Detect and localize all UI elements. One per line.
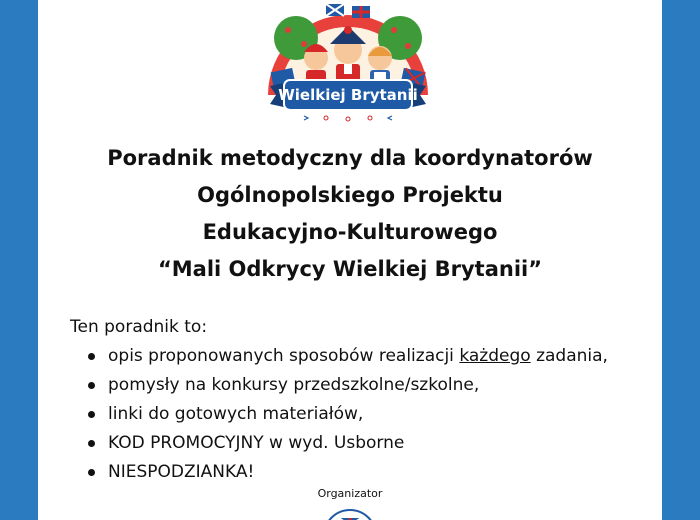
organizer-logo (320, 506, 380, 520)
title-line: Ogólnopolskiego Projektu (197, 183, 503, 207)
list-item (86, 371, 608, 400)
list-item (86, 429, 608, 458)
list-item-text: NIESPODZIANKA! (108, 462, 255, 482)
title-line: Poradnik metodyczny dla koordynatorów (107, 146, 593, 170)
list-item-text: zadania, (530, 346, 608, 366)
list-item (86, 458, 608, 487)
bullet-icon (88, 411, 95, 418)
bullet-icon (88, 353, 95, 360)
bullet-icon (88, 469, 95, 476)
list-item-text: linki do gotowych materiałów, (108, 404, 364, 424)
list-item (86, 400, 608, 429)
logo-banner-text: Wielkiej Brytanii (278, 86, 418, 104)
list-item-text: opis proponowanych sposobów realizacji (108, 346, 460, 366)
project-logo (248, 0, 448, 130)
bullet-icon (88, 440, 95, 447)
document-title (38, 140, 662, 288)
title-line: Edukacyjno-Kulturowego (202, 220, 498, 244)
title-line: “Mali Odkrycy Wielkiej Brytanii” (157, 257, 543, 281)
list-item-text: KOD PROMOCYJNY w wyd. Usborne (108, 433, 405, 453)
intro-text: Ten poradnik to: (70, 317, 208, 337)
list-item-text: pomysły na konkursy przedszkolne/szkolne, (108, 375, 480, 395)
organizer-label: Organizator (317, 487, 383, 500)
document-sheet (38, 0, 662, 520)
underlined-word: każdego (459, 346, 531, 366)
list-item (86, 342, 608, 371)
feature-list (86, 342, 608, 487)
bullet-icon (88, 382, 95, 389)
